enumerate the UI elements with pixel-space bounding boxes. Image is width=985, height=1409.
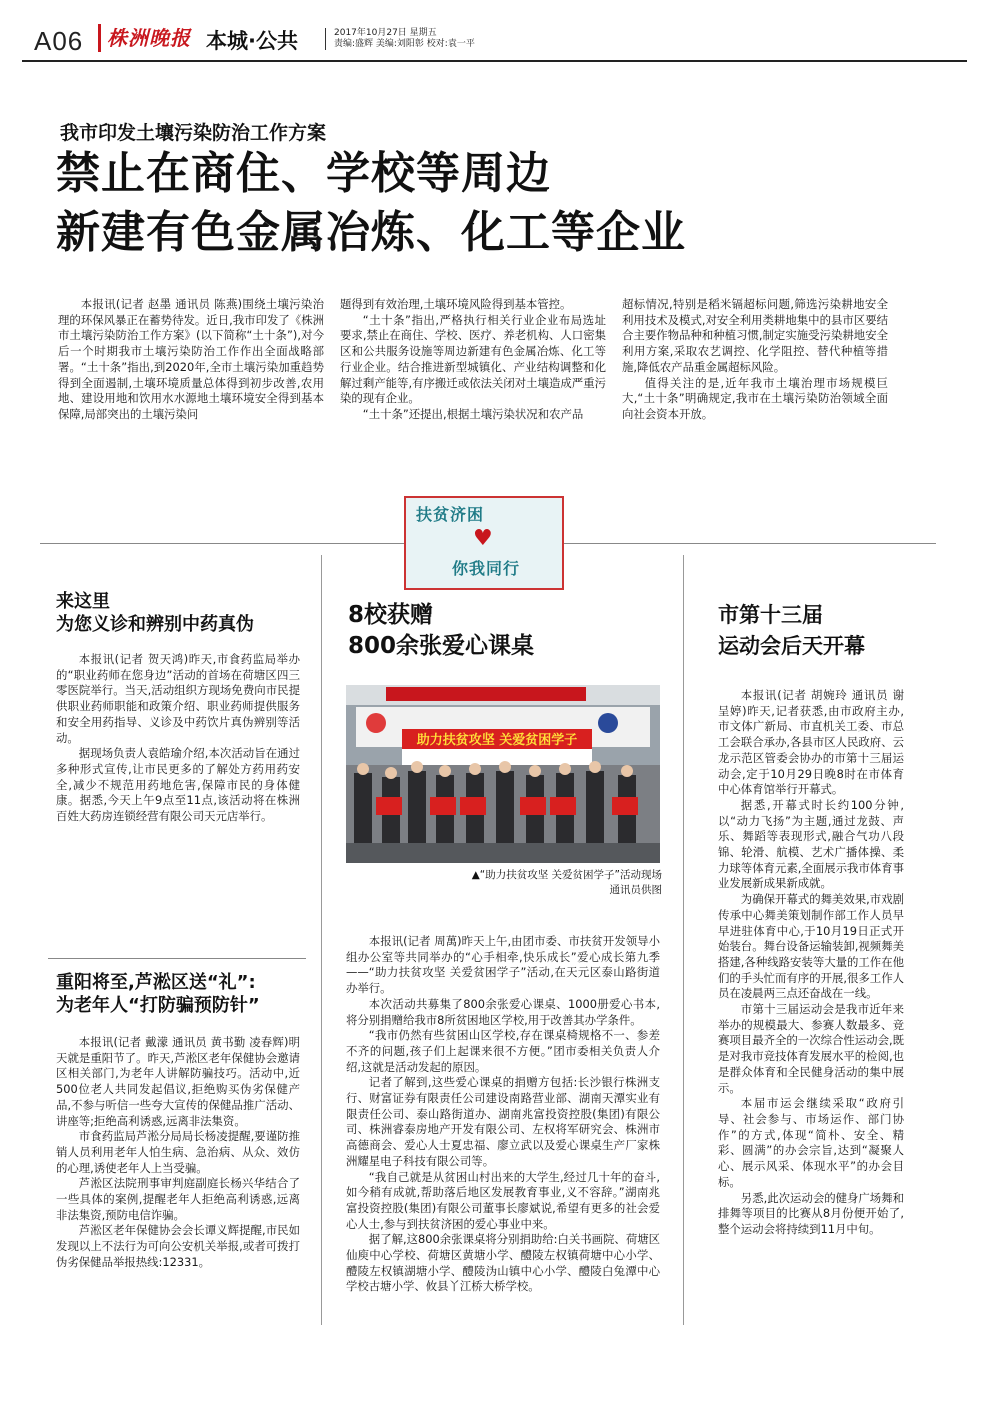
- paragraph: 芦淞区老年保健协会会长谭义辉提醒,市民如发现以上不法行为可向公安机关举报,或者可拨打伪劣保健品举报热线:12331。: [56, 1223, 300, 1269]
- newspaper-logo: [98, 24, 201, 52]
- paragraph: 本报讯(记者 周萬)昨天上午,由团市委、市扶贫开发领导小组办公室等共同举办的“心手相牵,快乐成长”爱心成长第九季——“助力扶贫攻坚 关爱贫困学子”活动,在天元区泰山路街道办举行。: [346, 934, 660, 996]
- paragraph: 芦淞区法院刑事审判庭副庭长杨兴华结合了一些具体的案例,提醒老年人拒绝高利诱惑,远离非法集资,预防电信诈骗。: [56, 1176, 300, 1222]
- event-photo: [346, 685, 660, 863]
- headline-line-2: 为老年人“打防骗预防针”: [56, 995, 260, 1016]
- story-middle-body: [346, 934, 660, 1295]
- issue-date: 2017年10月27日 星期五: [334, 28, 437, 38]
- headline-line-1: 市第十三届: [718, 603, 823, 627]
- story-left-bottom-body: [56, 1035, 300, 1271]
- paragraph: 本报讯(记者 赵墨 通讯员 陈燕)围绕土壤污染治理的环保风暴正在蓄势待发。近日,我市印发了《株洲市土壤污染防治工作方案》(以下简称“土十条”),对今后一个时期我市土壤污染防治工作作出全面战略部署。“土十条”指出,到2020年,全市土壤污染加重趋势得到全面遏制,土壤环境质量总体得到初步改善,农用地、建设用地和饮用水水源地土壤环境安全得到基本保障,局部突出的土壤污染问: [58, 297, 324, 421]
- caption-line-2: 通讯员供图: [609, 884, 662, 896]
- lead-column-1: [58, 297, 324, 423]
- paragraph: 记者了解到,这些爱心课桌的捐赠方包括:长沙银行株洲支行、财富证券有限责任公司建设南路营业部、湖南天潭实业有限责任公司、泰山路街道办、湖南兆富投资控股(集团)有限公司、株洲睿泰房地产开发有限公司、左权将军研究会、株洲市高德商会、爱心人士夏忠福、廖立武以及爱心课桌生产厂家株洲耀星电子科技有限公司等。: [346, 1075, 660, 1168]
- paragraph: 市食药监局芦淞分局局长杨凌提醒,要谨防推销人员利用老年人怕生病、急治病、从众、效仿的心理,诱使老年人上当受骗。: [56, 1129, 300, 1175]
- headline-line-1: 8校获赠: [348, 602, 434, 628]
- paragraph: 题得到有效治理,土壤环境风险得到基本管控。: [340, 297, 572, 311]
- headline-line-1: 来这里: [56, 591, 110, 612]
- paragraph: 本报讯(记者 胡婉玲 通讯员 谢呈婷)昨天,记者获悉,由市政府主办,市文体广新局、市直机关工委、市总工会联合承办,各县市区人民政府、云龙示范区管委会协办的市第十三届运动会,定于10月29日晚8时在市体育中心体育馆举行开幕式。: [718, 688, 904, 797]
- story-right-body: [718, 688, 904, 1238]
- newspaper-name: 株洲晚报: [107, 26, 191, 50]
- heart-icon: ♥: [473, 526, 493, 551]
- paragraph: 本届市运会继续采取“政府引导、社会参与、市场运作、部门协作”的方式,体现“简朴、安全、精彩、圆满”的办会宗旨,达到“凝聚人心、展示风采、体现水平”的办会目标。: [718, 1096, 904, 1189]
- paragraph: 据了解,这800余张课桌将分别捐助给:白关书画院、荷塘区仙庾中心学校、荷塘区黄塘小学、醴陵左权镇荷塘中心小学、醴陵左权镇湖塘小学、醴陵沩山镇中心小学、醴陵白兔潭中心学校古塘小学、攸县丫江桥大桥学校。: [346, 1232, 660, 1294]
- paragraph: 超标情况,特别是稻米镉超标问题,筛选污染耕地安全利用技术及模式,对安全利用类耕地集中的县市区要结合主要作物品种和种植习惯,制定实施受污染耕地安全利用方案,采取农艺调控、化学阻控、替代种植等措施,降低农产品重金属超标风险。: [622, 297, 888, 374]
- paragraph: 本报讯(记者 贺天鸿)昨天,市食药监局举办的“职业药师在您身边”活动的首场在荷塘区四三零医院举行。当天,活动组织方现场免费向市民提供职业药师职能和政策介绍、职业药师提供服务和安全用药指导、义诊及中药饮片真伪辨别等活动。: [56, 652, 300, 745]
- column-divider-right: [683, 555, 684, 1325]
- headline-line-2: 为您义诊和辨别中药真伪: [56, 614, 254, 635]
- event-photo-image: [346, 685, 660, 863]
- masthead-rule: [22, 60, 967, 62]
- paragraph: “我市仍然有些贫困山区学校,存在课桌椅规格不一、参差不齐的问题,孩子们上起课来很不方便。”团市委相关负责人介绍,这就是活动发起的原因。: [346, 1028, 660, 1074]
- headline-line-2: 800余张爱心课桌: [348, 633, 535, 659]
- badge-bottom-text: 你我同行: [452, 559, 521, 578]
- paragraph: 本次活动共募集了800余张爱心课桌、1000册爱心书本,将分别捐赠给我市8所贫困地区学校,用于改善其办学条件。: [346, 996, 660, 1027]
- headline-line-1: 重阳将至,芦淞区送“礼”:: [56, 972, 256, 993]
- headline-line-2: 运动会后天开幕: [718, 634, 865, 658]
- paragraph: 本报讯(记者 戴濛 通讯员 黄书勤 凌春辉)明天就是重阳节了。昨天,芦淞区老年保健协会邀请区相关部门,为老年人讲解防骗技巧。活动中,近500位老人共同发起倡议,拒绝购买伪劣保健产品,不参与听信一些夸大宣传的保健品推广活动、讲座等;拒绝高利诱惑,远离非法集资。: [56, 1035, 300, 1128]
- story-left-top-headline: [56, 590, 254, 636]
- page-number: A06: [34, 26, 84, 56]
- lead-headline-line-1: 禁止在商住、学校等周边: [56, 148, 551, 199]
- issue-info: [325, 28, 475, 50]
- paragraph: 据现场负责人袁皓瑜介绍,本次活动旨在通过多种形式宣传,让市民更多的了解处方药用药安全,减少不规范用药地危害,保障市民的身体健康。据悉,今天上午9点至11点,该活动将在株洲百姓大药房连锁经营有限公司天元店举行。: [56, 746, 300, 824]
- lead-column-2: [340, 297, 606, 423]
- paragraph: 值得关注的是,近年我市土壤治理市场规模巨大,“土十条”明确规定,我市在土壤污染防治领域全面向社会资本开放。: [622, 375, 888, 421]
- paragraph: 据悉,开幕式时长约100分钟,以“动力飞扬”为主题,通过龙鼓、声乐、舞蹈等表现形式,融合气功八段锦、轮滑、航模、艺术广播体操、柔力球等体育元素,全面展示我市体育事业发展新成果新成就。: [718, 797, 904, 891]
- story-right-headline: [718, 600, 865, 662]
- caption-line-1: ▲“助力扶贫攻坚 关爱贫困学子”活动现场: [471, 869, 662, 881]
- issue-staff: 责编:盛辉 美编:刘阳彰 校对:袁一平: [334, 39, 475, 49]
- section-title: 本城·公共: [206, 29, 298, 53]
- story-left-top-body: [56, 652, 300, 825]
- paragraph: 另悉,此次运动会的健身广场舞和排舞等项目的比赛从8月份便开始了,整个运动会将持续到11月中旬。: [718, 1190, 904, 1236]
- badge-top-text: 扶贫济困: [416, 505, 485, 524]
- paragraph: “土十条”还提出,根据土壤污染状况和农产品: [362, 406, 584, 421]
- paragraph: 为确保开幕式的舞美效果,市戏剧传承中心舞美策划制作部工作人员早早进驻体育中心,于10月19日正式开始装台。舞台设备运输装卸,视频舞美搭建,各种线路安装等大量的工作在他们的手头忙而有序的开展,很多工作人员在凌晨两三点还奋战在一线。: [718, 892, 904, 1001]
- paragraph: 市第十三届运动会是我市近年来举办的规模最大、参赛人数最多、竞赛项目最齐全的一次综合性运动会,既是对我市竞技体育发展水平的检阅,也是群众体育和全民健身活动的集中展示。: [718, 1002, 904, 1095]
- story-middle-headline: [348, 600, 534, 662]
- lead-headline-line-2: 新建有色金属冶炼、化工等企业: [56, 207, 686, 258]
- poverty-relief-badge: [404, 496, 564, 590]
- story-left-bottom-headline: [56, 971, 260, 1017]
- paragraph: “我自己就是从贫困山村出来的大学生,经过几十年的奋斗,如今稍有成就,帮助落后地区发展教育事业,义不容辞。”湖南兆富投资控股(集团)有限公司董事长廖斌说,希望有更多的社会爱心人士,参与到扶贫济困的爱心事业中来。: [346, 1169, 660, 1231]
- lead-kicker: 我市印发土壤污染防治工作方案: [60, 122, 327, 144]
- column-divider-left: [321, 555, 322, 1325]
- lead-column-3: [622, 297, 888, 423]
- paragraph: “土十条”指出,严格执行相关行业企业布局选址要求,禁止在商住、学校、医疗、养老机构、人口密集区和公共服务设施等周边新建有色金属冶炼、化工等行业企业。结合推进新型城镇化、产业结构调整和化解过剩产能等,有序搬迁或依法关闭对土壤造成严重污染的现有企业。: [340, 312, 606, 406]
- story-divider: [48, 958, 306, 959]
- photo-banner-text: 助力扶贫攻坚 关爱贫困学子: [416, 733, 578, 748]
- photo-caption: [452, 868, 662, 898]
